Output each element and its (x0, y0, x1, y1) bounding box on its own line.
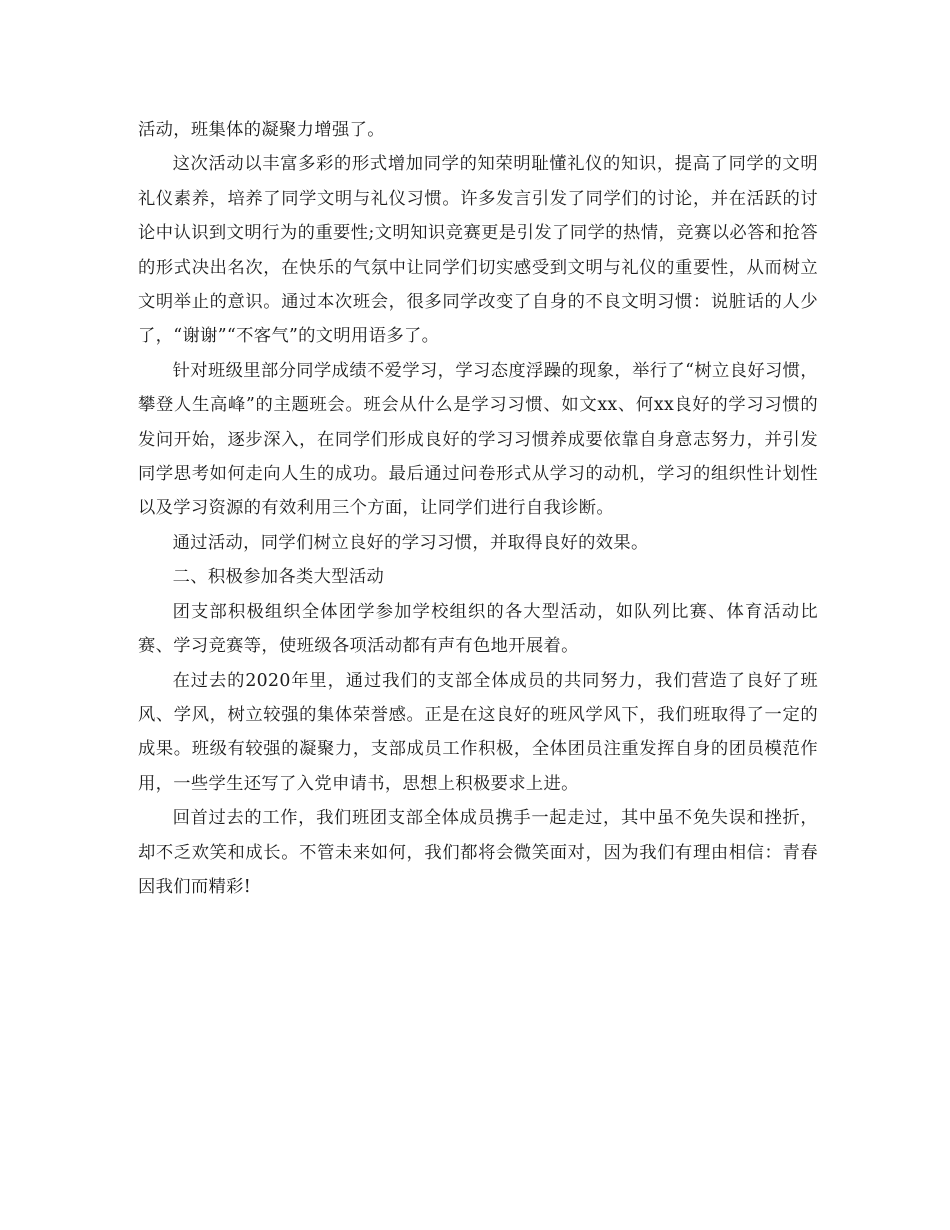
paragraph-2: 这次活动以丰富多彩的形式增加同学的知荣明耻懂礼仪的知识，提高了同学的文明礼仪素养，培养了同学文明与礼仪习惯。许多发言引发了同学们的讨论，并在活跃的讨论中认识到文明行为的重要性;文明知识竞赛更是引发了同学的热情，竞赛以必答和抢答的形式决出名次，在快乐的气氛中让同学们切实感受到文明与礼仪的重要性，从而树立文明举止的意识。通过本次班会，很多同学改变了自身的不良文明习惯：说脏话的人少了，“谢谢”“不客气”的文明用语多了。 (138, 154, 818, 347)
document-body (138, 113, 818, 904)
paragraph-3: 针对班级里部分同学成绩不爱学习，学习态度浮躁的现象，举行了“树立良好习惯，攀登人生高峰”的主题班会。班会从什么是学习习惯、如文xx、何xx良好的学习习惯的发问开始，逐步深入，在同学们形成良好的学习习惯养成要依靠自身意志努力，并引发同学思考如何走向人生的成功。最后通过问卷形式从学习的动机，学习的组织性计划性以及学习资源的有效利用三个方面，让同学们进行自我诊断。 (138, 360, 818, 519)
paragraph-5: 团支部积极组织全体团学参加学校组织的各大型活动，如队列比赛、体育活动比赛、学习竞赛等，使班级各项活动都有声有色地开展着。 (138, 601, 818, 657)
paragraph-4: 通过活动，同学们树立良好的学习习惯，并取得良好的效果。 (172, 532, 649, 553)
paragraph-6: 在过去的2020年里，通过我们的支部全体成员的共同努力，我们营造了良好了班风、学风，树立较强的集体荣誉感。正是在这良好的班风学风下，我们班取得了一定的成果。班级有较强的凝聚力，支部成员工作积极，全体团员注重发挥自身的团员模范作用，一些学生还写了入党申请书，思想上积极要求上进。 (138, 670, 818, 794)
section-heading: 二、积极参加各类大型活动 (172, 567, 385, 588)
paragraph-7: 回首过去的工作，我们班团支部全体成员携手一起走过，其中虽不免失误和挫折，却不乏欢笑和成长。不管未来如何，我们都将会微笑面对，因为我们有理由相信：青春因我们而精彩! (138, 808, 818, 897)
paragraph-1: 活动，班集体的凝聚力增强了。 (138, 120, 385, 140)
